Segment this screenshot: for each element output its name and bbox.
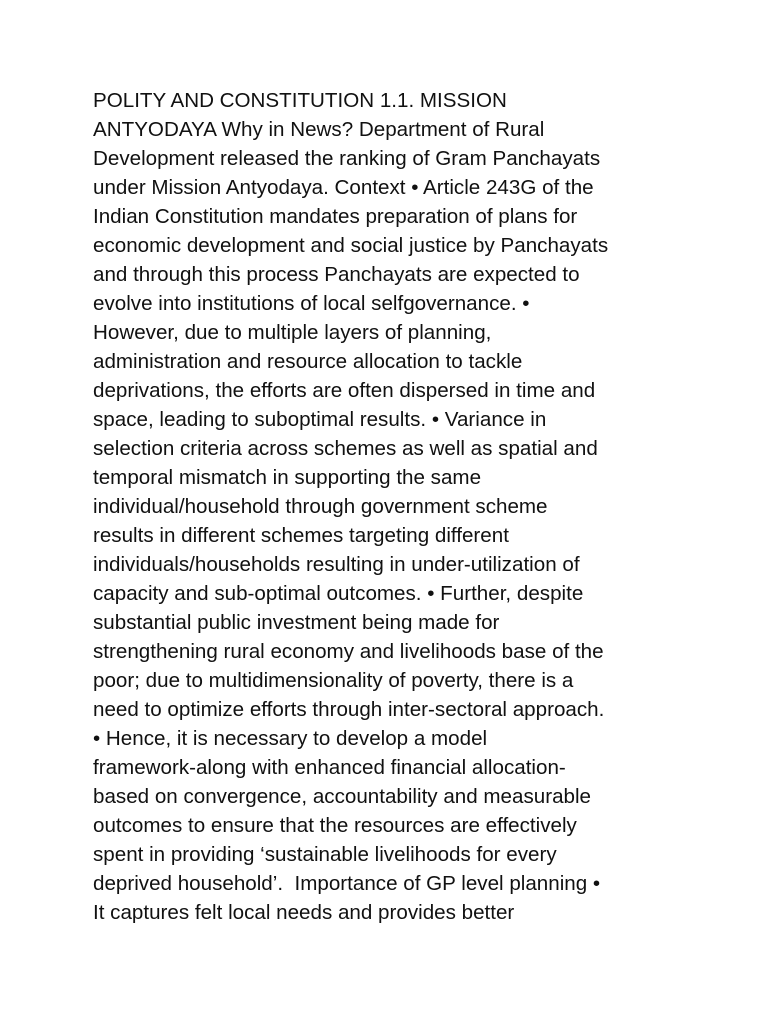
text-line: Development released the ranking of Gram Panchayats	[93, 147, 601, 170]
text-line: POLITY AND CONSTITUTION 1.1. MISSION	[93, 89, 507, 112]
text-line: based on convergence, accountability and measurable	[93, 785, 592, 808]
text-line: However, due to multiple layers of planning,	[93, 321, 492, 344]
text-line: capacity and sub-optimal outcomes. • Further, despite	[93, 582, 584, 605]
text-line: ANTYODAYA Why in News? Department of Rural	[93, 118, 545, 141]
text-line: spent in providing ‘sustainable livelihoods for every	[93, 843, 557, 866]
text-line: temporal mismatch in supporting the same	[93, 466, 482, 489]
text-line: under Mission Antyodaya. Context • Article 243G of the	[93, 176, 594, 199]
text-line: evolve into institutions of local selfgovernance. •	[93, 292, 530, 315]
text-line: substantial public investment being made for	[93, 611, 500, 634]
text-line: space, leading to suboptimal results. • Variance in	[93, 408, 547, 431]
text-line: individuals/households resulting in under-utilization of	[93, 553, 580, 576]
text-line: and through this process Panchayats are expected to	[93, 263, 580, 286]
text-line: • Hence, it is necessary to develop a model	[93, 727, 488, 750]
text-line: outcomes to ensure that the resources are effectively	[93, 814, 577, 837]
text-line: individual/household through government scheme	[93, 495, 548, 518]
text-line: poor; due to multidimensionality of poverty, there is a	[93, 669, 574, 692]
text-line: selection criteria across schemes as well as spatial and	[93, 437, 598, 460]
text-line: deprivations, the efforts are often dispersed in time and	[93, 379, 596, 402]
text-line: strengthening rural economy and livelihoods base of the	[93, 640, 604, 663]
body-text	[93, 86, 693, 927]
text-line: need to optimize efforts through inter-sectoral approach.	[93, 698, 605, 721]
text-line: administration and resource allocation to tackle	[93, 350, 523, 373]
text-line: results in different schemes targeting different	[93, 524, 509, 547]
text-line: framework-along with enhanced financial allocation-	[93, 756, 566, 779]
text-line: deprived household’. Importance of GP level planning •	[93, 872, 601, 895]
text-line: It captures felt local needs and provides better	[93, 901, 515, 924]
text-line: Indian Constitution mandates preparation of plans for	[93, 205, 578, 228]
text-line: economic development and social justice by Panchayats	[93, 234, 609, 257]
